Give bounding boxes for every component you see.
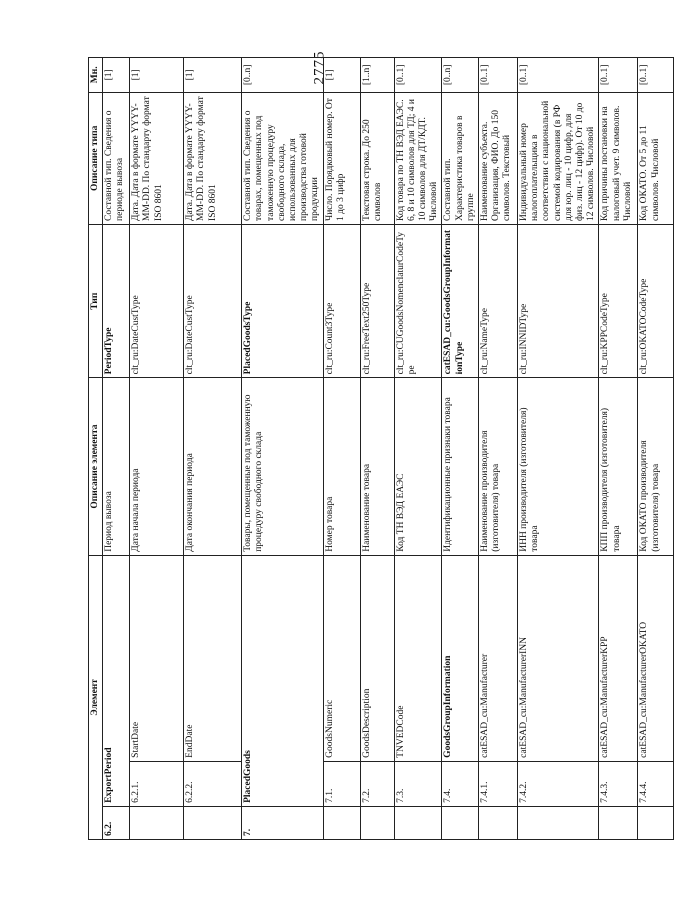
row-multiplicity: [0..1] xyxy=(518,58,599,93)
table-row xyxy=(323,58,360,840)
row-element: catESAD_cu:ManufacturerINN xyxy=(518,555,599,761)
row-type: clt_ru:INNIDType xyxy=(518,224,599,377)
row-element: catESAD_cu:ManufacturerKPP xyxy=(599,555,638,761)
row-subnumber: 7.2. xyxy=(360,761,394,806)
row-description: КПП производителя (изготовителя) товара xyxy=(599,378,638,555)
row-description: Дата начала периода xyxy=(130,378,184,555)
row-element: catESAD_cu:ManufacturerOKATO xyxy=(638,555,674,761)
table-row xyxy=(442,58,479,840)
row-type: clt_ru:CUGoodsNomenclaturCodeType xyxy=(394,224,442,377)
row-multiplicity: [0..1] xyxy=(599,58,638,93)
table-row xyxy=(103,58,130,840)
row-subnumber: 7.4. xyxy=(442,761,479,806)
header-description: Описание элемента xyxy=(89,378,103,555)
row-type-description: Код ОКАТО. От 5 до 11 символов. Числовой xyxy=(638,92,674,224)
row-multiplicity: [1] xyxy=(184,58,242,93)
row-type-description: Наименование субъекта. Организация, ФИО. До 150 символов. Текстовый xyxy=(479,92,518,224)
row-type: clt_ru:DateCustType xyxy=(184,224,242,377)
table-row xyxy=(360,58,394,840)
row-spacer xyxy=(479,806,518,839)
row-description: Номер товара xyxy=(323,378,360,555)
row-subnumber: 7.4.1. xyxy=(479,761,518,806)
row-multiplicity: [1..n] xyxy=(360,58,394,93)
row-description: ИНН производителя (изготовителя) товара xyxy=(518,378,599,555)
table-row xyxy=(242,58,323,840)
row-description: Наименование товара xyxy=(360,378,394,555)
row-type: clt_ru:KPPCodeType xyxy=(599,224,638,377)
row-type: clt_ru:Count3Type xyxy=(323,224,360,377)
row-type: clt_ru:FreeText250Type xyxy=(360,224,394,377)
header-multiplicity: Мн. xyxy=(89,58,103,93)
row-description: Код ТН ВЭД ЕАЭС xyxy=(394,378,442,555)
row-type-description: Текстовая строка. До 250 символов xyxy=(360,92,394,224)
row-type: clt_ru:NameType xyxy=(479,224,518,377)
row-multiplicity: [0..1] xyxy=(394,58,442,93)
row-spacer xyxy=(130,806,184,839)
header-element: Элемент xyxy=(89,555,103,839)
header-type: Тип xyxy=(89,224,103,377)
row-element: GoodsDescription xyxy=(360,555,394,761)
row-spacer xyxy=(599,806,638,839)
table-row xyxy=(394,58,442,840)
row-element: StartDate xyxy=(130,555,184,761)
row-multiplicity: [1] xyxy=(103,58,130,93)
row-spacer xyxy=(360,806,394,839)
table-row xyxy=(184,58,242,840)
row-element: catESAD_cu:Manufacturer xyxy=(479,555,518,761)
row-type: clt_ru:OKATOCodeType xyxy=(638,224,674,377)
row-multiplicity: [0..n] xyxy=(442,58,479,93)
row-type-description: Составной тип. Сведения о периоде вывоза xyxy=(103,92,130,224)
row-description: Товары, помещенные под таможенную процедуру свободного склада xyxy=(242,378,323,555)
row-element: GoodsNumeric xyxy=(323,555,360,761)
header-row xyxy=(89,58,103,840)
row-element: TNVEDCode xyxy=(394,555,442,761)
header-type-description: Описание типа xyxy=(89,92,103,224)
row-element: GoodsGroupInformation xyxy=(442,555,479,761)
row-subnumber: 6.2.1. xyxy=(130,761,184,806)
table-row xyxy=(638,58,674,840)
row-number: 6.2. xyxy=(103,806,130,839)
row-description: Код ОКАТО производителя (изготовителя) товара xyxy=(638,378,674,555)
row-type: PlacedGoodsType xyxy=(242,224,323,377)
table-row xyxy=(518,58,599,840)
table-row xyxy=(479,58,518,840)
row-subnumber: 7.1. xyxy=(323,761,360,806)
row-type-description: Код причины постановки на налоговый учет. 9 символов. Числовой xyxy=(599,92,638,224)
row-spacer xyxy=(518,806,599,839)
row-spacer xyxy=(323,806,360,839)
row-description: Идентификационные признаки товара xyxy=(442,378,479,555)
row-element: ExportPeriod xyxy=(103,555,130,806)
row-subnumber: 7.4.4. xyxy=(638,761,674,806)
row-multiplicity: [0..1] xyxy=(638,58,674,93)
row-description: Наименование производителя (изготовителя) товара xyxy=(479,378,518,555)
row-type-description: Дата. Дата в формате YYYY-MM-DD. По стандарту формат ISO 8601 xyxy=(184,92,242,224)
row-multiplicity: [0..n] xyxy=(242,58,323,93)
row-description: Дата окончания периода xyxy=(184,378,242,555)
row-multiplicity: [1] xyxy=(323,58,360,93)
row-subnumber: 7.3. xyxy=(394,761,442,806)
row-type-description: Число. Порядковый номер. От 1 до 3 цифр xyxy=(323,92,360,224)
row-type-description: Дата. Дата в формате YYYY-MM-DD. По стандарту формат ISO 8601 xyxy=(130,92,184,224)
table-row xyxy=(599,58,638,840)
document-table xyxy=(88,57,674,840)
row-description: Период вывоза xyxy=(103,378,130,555)
row-element: PlacedGoods xyxy=(242,555,323,806)
row-type-description: Код товара по ТН ВЭД ЕАЭС. 6, 8 и 10 символов для ТД; 4 и 10 символов для ДТ/КДТ. Числовой xyxy=(394,92,442,224)
row-spacer xyxy=(442,806,479,839)
page-number-text: 2775 xyxy=(311,50,328,84)
row-multiplicity: [1] xyxy=(130,58,184,93)
row-type-description: Индивидуальный номер налогоплательщика в соответствии с национальной системой кодирования (в РФ для юр. лиц - 10 цифр, для физ. лиц - 12 цифр). От 10 до 12 символов. Числовой xyxy=(518,92,599,224)
row-subnumber: 6.2.2. xyxy=(184,761,242,806)
row-spacer xyxy=(184,806,242,839)
row-multiplicity: [0..1] xyxy=(479,58,518,93)
table-row xyxy=(130,58,184,840)
row-type: PeriodType xyxy=(103,224,130,377)
row-element: EndDate xyxy=(184,555,242,761)
row-subnumber: 7.4.3. xyxy=(599,761,638,806)
row-spacer xyxy=(394,806,442,839)
row-number: 7. xyxy=(242,806,323,839)
row-type-description: Составной тип. Характеристика товаров в группе xyxy=(442,92,479,224)
row-spacer xyxy=(638,806,674,839)
row-subnumber: 7.4.2. xyxy=(518,761,599,806)
row-type-description: Составной тип. Сведения о товарах, помещенных под таможенную процедуру свободного склада, использованных для производства готовой продукции xyxy=(242,92,323,224)
row-type: clt_ru:DateCustType xyxy=(130,224,184,377)
document-table-container xyxy=(88,57,661,840)
row-type: catESAD_cu:GoodsGroupInformationType xyxy=(442,224,479,377)
